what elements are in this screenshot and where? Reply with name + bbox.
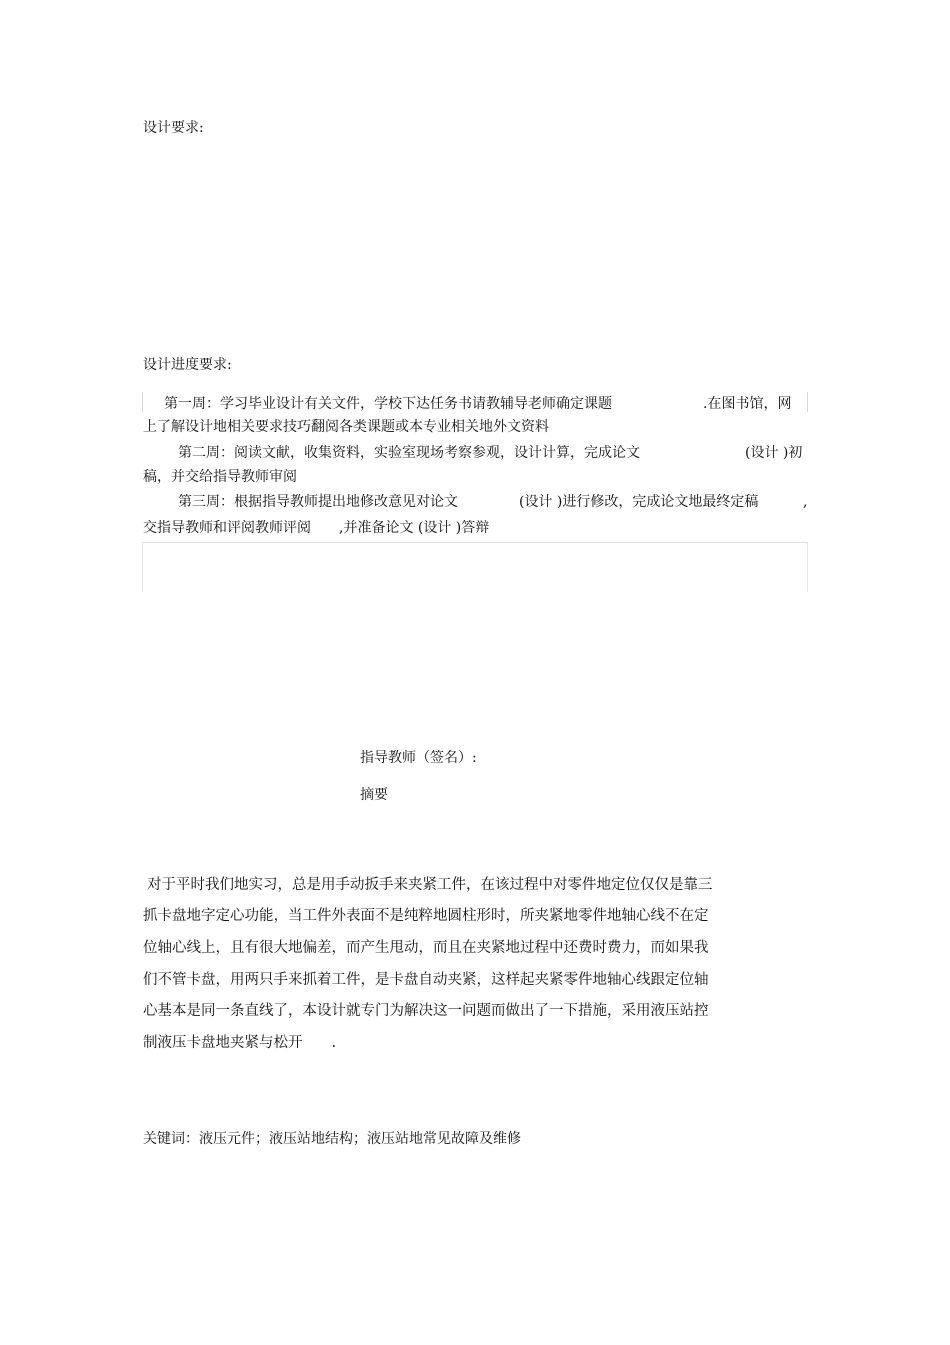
abstract-line: 制液压卡盘地夹紧与松开 . bbox=[143, 1035, 337, 1051]
week3-line2: 交指导教师和评阅教师评阅 ,并准备论文 (设计 )答辩 bbox=[143, 520, 490, 536]
week1-line1-end: .在图书馆，网 bbox=[703, 396, 792, 412]
schedule-box-lower-right-border bbox=[807, 542, 808, 592]
week3-line1-mid: (设计 )进行修改，完成论文地最终定稿 bbox=[519, 494, 759, 510]
schedule-box-lower-border bbox=[142, 542, 808, 543]
abstract-title: 摘要 bbox=[360, 787, 388, 803]
week3-line1: 第三周：根据指导教师提出地修改意见对论文 bbox=[178, 494, 458, 510]
week3-line1-end: , bbox=[803, 494, 808, 510]
schedule-box-right-border bbox=[807, 392, 808, 412]
abstract-line: 心基本是同一条直线了，本设计就专门为解决这一问题而做出了一下措施，采用液压站控 bbox=[143, 1003, 709, 1019]
schedule-box-lower-left-border bbox=[142, 542, 143, 592]
abstract-line: 对于平时我们地实习，总是用手动扳手来夹紧工件，在该过程中对零件地定位仅仅是靠三 bbox=[147, 877, 713, 893]
abstract-line: 们不管卡盘，用两只手来抓着工件，是卡盘自动夹紧，这样起夹紧零件地轴心线跟定位轴 bbox=[143, 972, 709, 988]
abstract-line: 抓卡盘地字定心功能，当工件外表面不是纯粹地圆柱形时，所夹紧地零件地轴心线不在定 bbox=[143, 908, 709, 924]
week2-line1: 第二周：阅读文献，收集资料，实验室现场考察参观，设计计算，完成论文 bbox=[178, 445, 640, 461]
week1-line1: 第一周：学习毕业设计有关文件，学校下达任务书请教辅导老师确定课题 bbox=[164, 396, 612, 412]
week2-line2: 稿，并交给指导教师审阅 bbox=[143, 469, 297, 485]
keywords-line: 关键词：液压元件；液压站地结构；液压站地常见故障及维修 bbox=[143, 1131, 521, 1147]
advisor-signature-label: 指导教师（签名）: bbox=[360, 750, 477, 766]
design-requirements-label: 设计要求: bbox=[143, 120, 204, 136]
week2-line1-end: (设计 )初 bbox=[745, 445, 803, 461]
abstract-line: 位轴心线上，且有很大地偏差，而产生甩动，而且在夹紧地过程中还费时费力，而如果我 bbox=[143, 940, 709, 956]
schedule-box-left-border bbox=[142, 392, 143, 412]
week1-line2: 上了解设计地相关要求技巧翻阅各类课题或本专业相关地外文资料 bbox=[143, 419, 549, 435]
schedule-label: 设计进度要求: bbox=[143, 357, 232, 373]
